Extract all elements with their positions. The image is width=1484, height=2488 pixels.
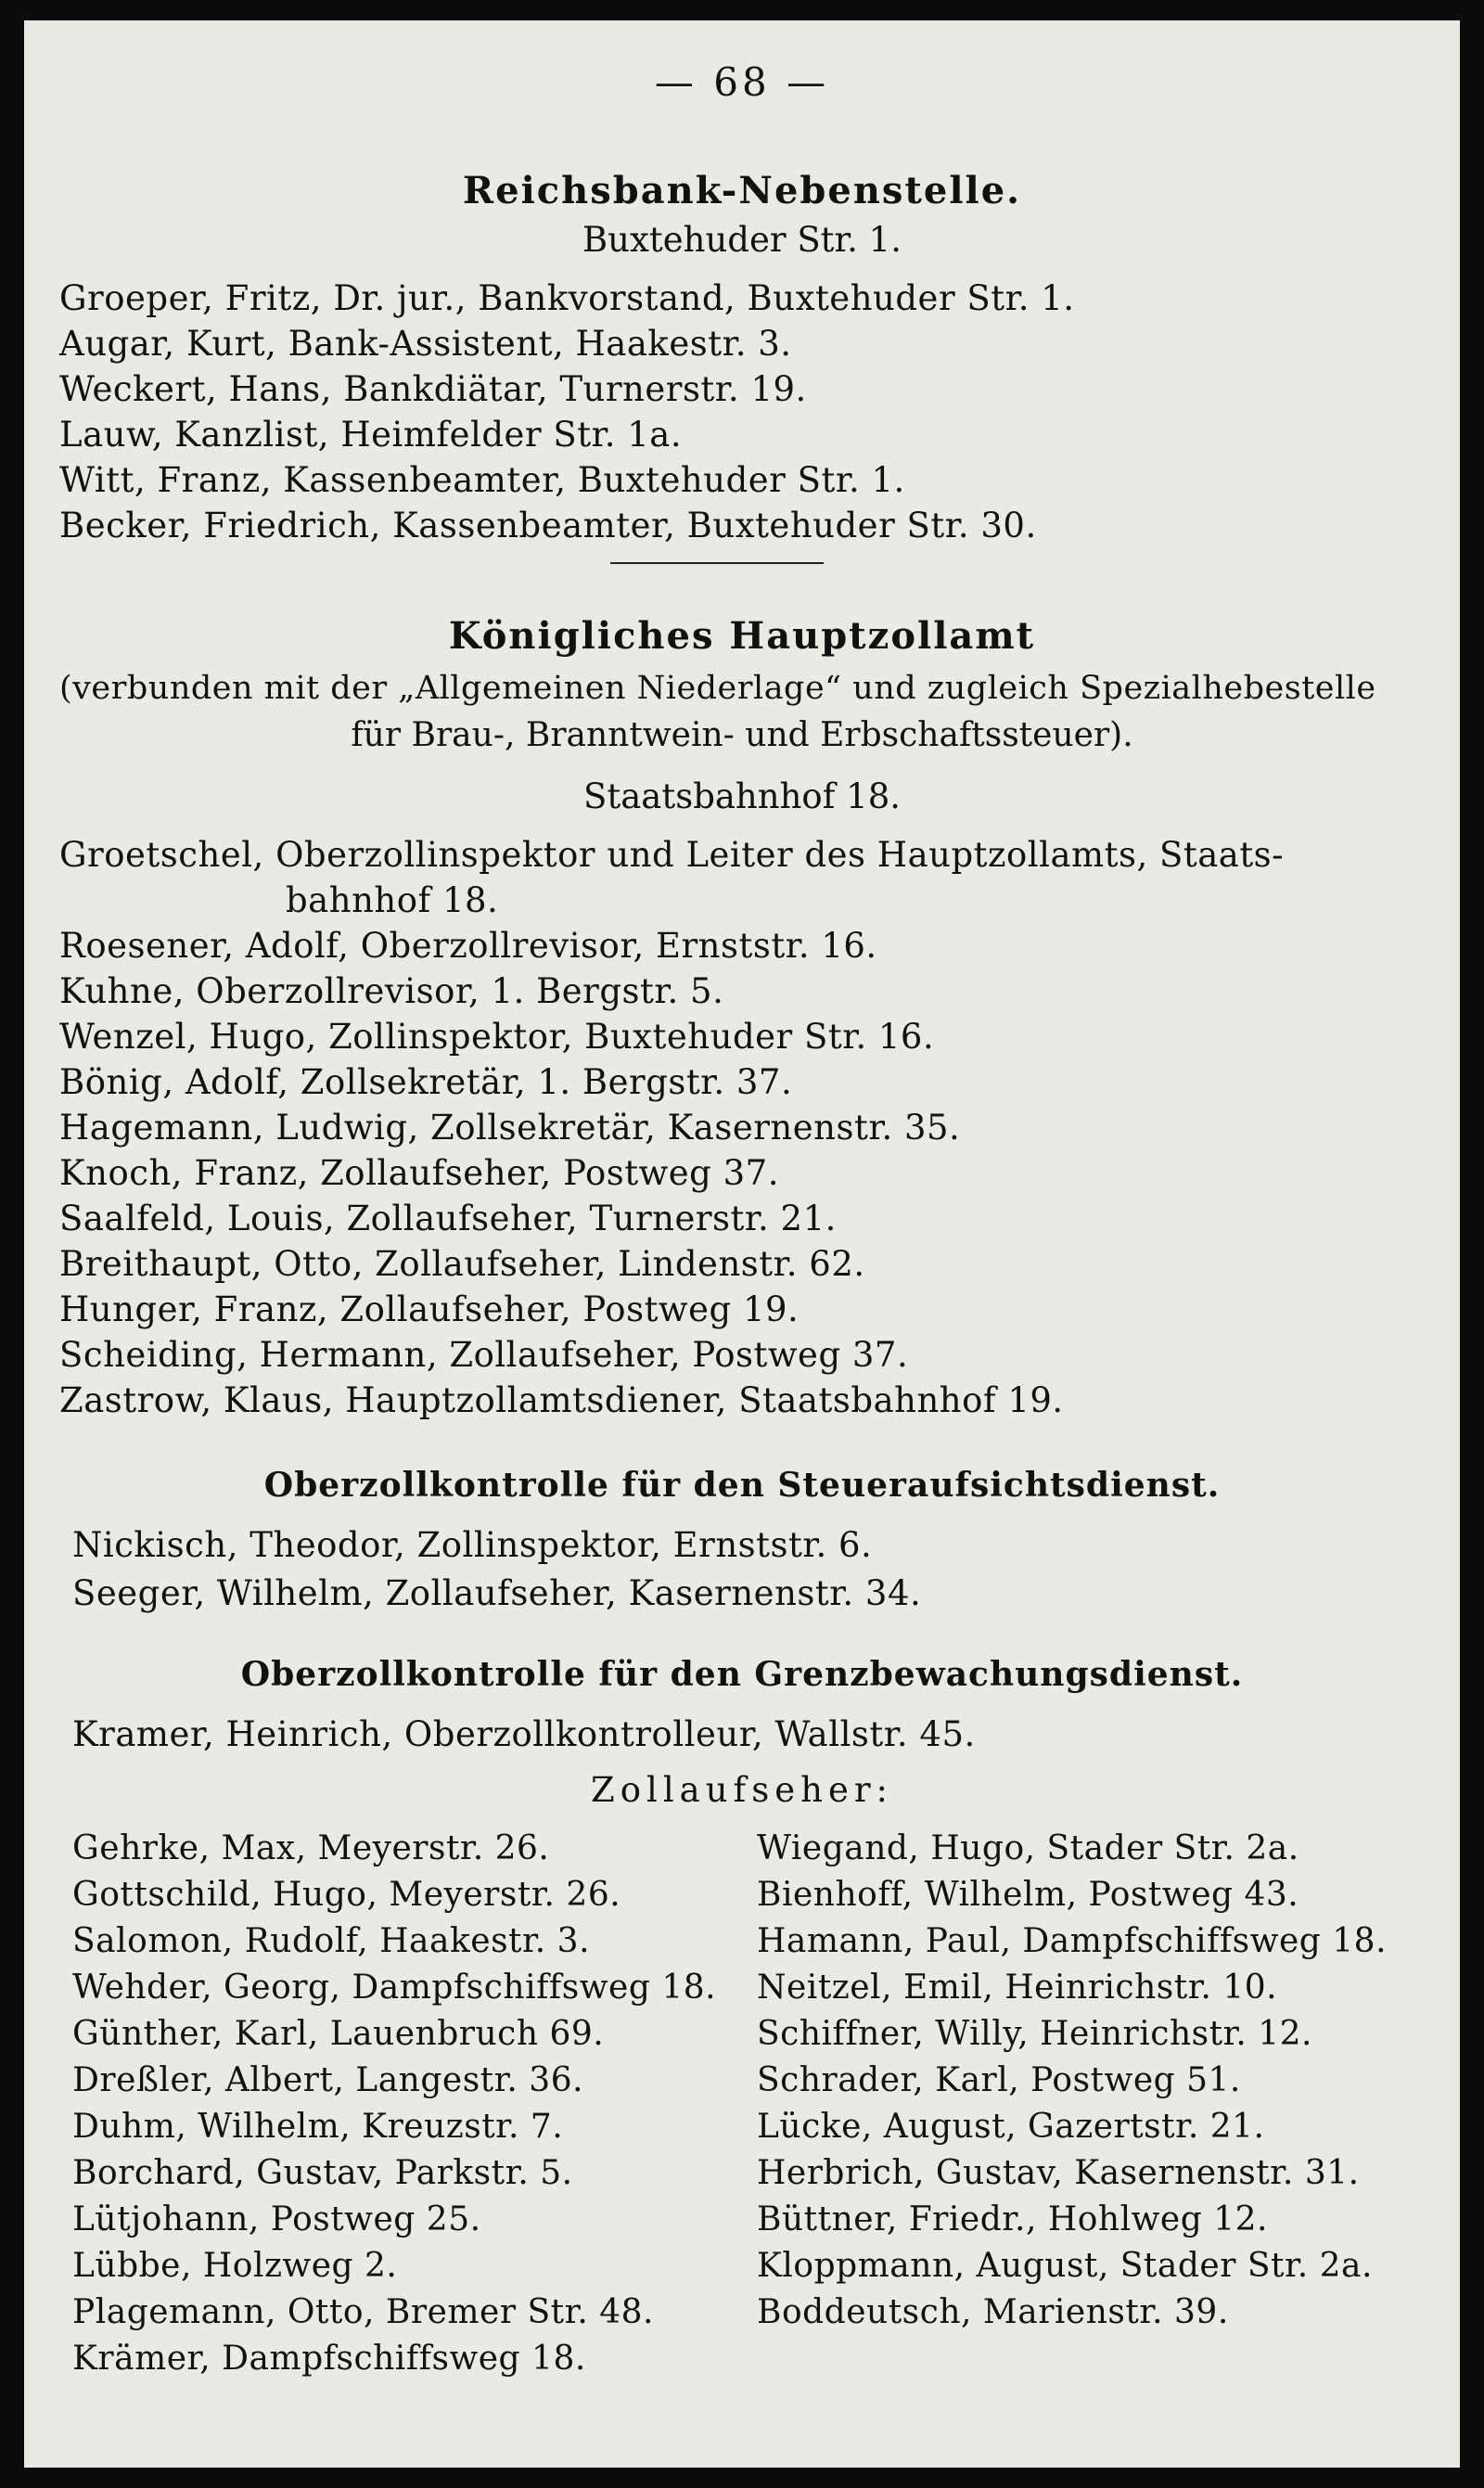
list-item: Salomon, Rudolf, Haakestr. 3. [72,1922,591,1960]
entry-line: Saalfeld, Louis, Zollaufseher, Turnerstr. 21. [59,1199,837,1238]
entry-line: Groeper, Fritz, Dr. jur., Bankvorstand, Buxtehuder Str. 1. [59,278,1075,318]
section-title-reichsbank: Reichsbank-Nebenstelle. [462,169,1022,212]
section-divider [610,562,824,564]
entry-line: Scheiding, Hermann, Zollaufseher, Postweg 37. [59,1335,909,1375]
entry-line: Hagemann, Ludwig, Zollsekretär, Kasernenstr. 35. [59,1108,961,1148]
entry-line: Kramer, Heinrich, Oberzollkontrolleur, Wallstr. 45. [72,1714,976,1754]
list-item: Lübbe, Holzweg 2. [72,2247,398,2285]
entry-line: Kuhne, Oberzollrevisor, 1. Bergstr. 5. [59,971,724,1011]
entry-line: Lauw, Kanzlist, Heimfelder Str. 1a. [59,415,683,455]
entry-line: Witt, Franz, Kassenbeamter, Buxtehuder Str. 1. [59,460,905,500]
entry-line: Knoch, Franz, Zollaufseher, Postweg 37. [59,1153,779,1193]
hauptzollamt-address: Staatsbahnhof 18. [583,776,901,816]
hauptzollamt-note-line1: (verbunden mit der „Allgemeinen Niederlage“ und zugleich Spezialhebestelle [59,670,1376,707]
list-item: Gehrke, Max, Meyerstr. 26. [72,1829,550,1867]
entry-line: bahnhof 18. [286,880,499,920]
list-item: Duhm, Wilhelm, Kreuzstr. 7. [72,2108,564,2146]
entry-line: Bönig, Adolf, Zollsekretär, 1. Bergstr. 37. [59,1062,793,1102]
list-item: Dreßler, Albert, Langestr. 36. [72,2061,584,2099]
book-page [24,20,1460,2468]
list-item: Herbrich, Gustav, Kasernenstr. 31. [757,2154,1360,2192]
entry-line: Groetschel, Oberzollinspektor und Leiter des Hauptzollamts, Staats- [59,835,1285,875]
entry-line: Hunger, Franz, Zollaufseher, Postweg 19. [59,1289,800,1329]
entry-line: Seeger, Wilhelm, Zollaufseher, Kasernenstr. 34. [72,1573,922,1613]
list-item: Schrader, Karl, Postweg 51. [757,2061,1241,2099]
list-item: Borchard, Gustav, Parkstr. 5. [72,2154,573,2192]
list-item: Plagemann, Otto, Bremer Str. 48. [72,2293,654,2331]
list-item: Schiffner, Willy, Heinrichstr. 12. [757,2015,1312,2053]
list-item: Wehder, Georg, Dampfschiffsweg 18. [72,1969,717,2007]
page-number: — 68 — [654,59,830,105]
entry-line: Breithaupt, Otto, Zollaufseher, Lindenstr. 62. [59,1244,865,1284]
list-item: Hamann, Paul, Dampfschiffsweg 18. [757,1922,1388,1960]
entry-line: Becker, Friedrich, Kassenbeamter, Buxtehuder Str. 30. [59,506,1037,545]
list-item: Neitzel, Emil, Heinrichstr. 10. [757,1969,1278,2007]
reichsbank-address: Buxtehuder Str. 1. [582,220,902,260]
zollaufseher-subtitle: Zollaufseher: [591,1770,893,1810]
hauptzollamt-note-line2: für Brau-, Branntwein- und Erbschaftssteuer). [351,716,1133,754]
list-item: Boddeutsch, Marienstr. 39. [757,2293,1229,2331]
list-item: Wiegand, Hugo, Stader Str. 2a. [757,1829,1299,1867]
list-item: Lücke, August, Gazertstr. 21. [757,2108,1265,2146]
list-item: Günther, Karl, Lauenbruch 69. [72,2015,605,2053]
entry-line: Augar, Kurt, Bank-Assistent, Haakestr. 3. [59,324,792,364]
section-title-grenzbewachung: Oberzollkontrolle für den Grenzbewachungsdienst. [240,1655,1244,1694]
list-item: Lütjohann, Postweg 25. [72,2200,481,2238]
list-item: Kloppmann, August, Stader Str. 2a. [757,2247,1373,2285]
section-title-hauptzollamt: Königliches Hauptzollamt [448,614,1036,658]
list-item: Krämer, Dampfschiffsweg 18. [72,2340,586,2378]
list-item: Büttner, Friedr., Hohlweg 12. [757,2200,1268,2238]
entry-line: Zastrow, Klaus, Hauptzollamtsdiener, Staatsbahnhof 19. [59,1380,1064,1420]
list-item: Bienhoff, Wilhelm, Postweg 43. [757,1876,1299,1914]
entry-line: Nickisch, Theodor, Zollinspektor, Ernststr. 6. [72,1525,873,1565]
list-item: Gottschild, Hugo, Meyerstr. 26. [72,1876,621,1914]
entry-line: Roesener, Adolf, Oberzollrevisor, Ernststr. 16. [59,926,877,966]
entry-line: Weckert, Hans, Bankdiätar, Turnerstr. 19. [59,369,807,409]
section-title-steueraufsicht: Oberzollkontrolle für den Steueraufsichtsdienst. [263,1466,1221,1505]
entry-line: Wenzel, Hugo, Zollinspektor, Buxtehuder Str. 16. [59,1017,935,1057]
